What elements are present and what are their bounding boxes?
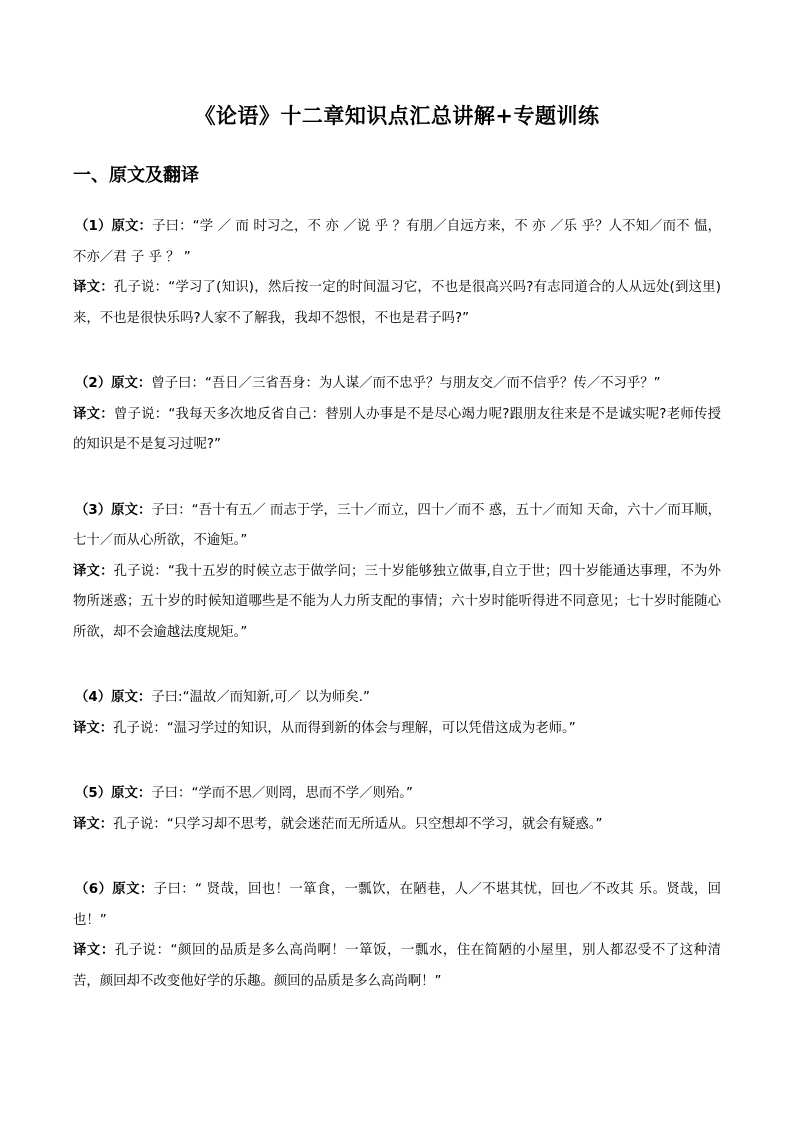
translation-text: 孔子说：“我十五岁的时候立志于做学问；三十岁能够独立做事,自立于世；四十岁能通达事理，不为外物所迷惑；五十岁的时候知道哪些是不能为人力所支配的事情；六十岁时能听得进不同意见；七十岁时能随心所欲，却不会逾越法度规矩。” (73, 563, 721, 640)
list-item (73, 369, 721, 461)
original-label: 原文： (111, 502, 152, 518)
entry-list (73, 212, 721, 1032)
original-paragraph (73, 875, 721, 936)
original-paragraph (73, 496, 721, 557)
translation-paragraph (73, 936, 721, 997)
translation-text: 孔子说：“学习了(知识)，然后按一定的时间温习它，不也是很高兴吗?有志同道合的人从远处(到这里)来，不也是很快乐吗?人家不了解我，我却不怨恨，不也是君子吗?” (73, 280, 721, 326)
original-text: 子曰：“ 贤哉，回也！一箪食，一瓢饮，在陋巷，人／不堪其忧，回也／不改其 乐。贤哉，回也！” (73, 882, 722, 928)
entry-number: （6） (75, 882, 113, 897)
translation-paragraph (73, 557, 721, 649)
original-label: 原文： (111, 690, 152, 705)
list-item (73, 496, 721, 649)
original-text: 曾子曰：“吾日／三省吾身：为人谋／而不忠乎？与朋友交／而不信乎？传／不习乎？” (151, 376, 661, 391)
translation-label: 译文： (73, 943, 115, 958)
entry-number: （1） (75, 219, 112, 234)
translation-label: 译文： (73, 563, 114, 579)
original-paragraph (73, 683, 721, 714)
entry-number: （4） (75, 690, 112, 705)
original-text: 子曰：“学 ／ 而 时习之，不 亦 ／说 乎 ？有朋／自远方来，不 亦 ／乐 乎？人不知／而不 愠，不亦／君 子 乎 ？ ” (73, 219, 721, 265)
original-paragraph (73, 212, 721, 273)
original-text: 子曰：“学而不思／则罔，思而不学／则殆。” (151, 786, 413, 801)
translation-paragraph (73, 810, 721, 841)
translation-paragraph (73, 714, 721, 745)
translation-label: 译文： (73, 816, 114, 832)
entry-number: （3） (75, 502, 112, 518)
original-label: 原文： (111, 376, 152, 391)
translation-paragraph (73, 400, 721, 461)
translation-text: 孔子说：“颜回的品质是多么高尚啊！一箪饭，一瓢水，住在简陋的小屋里，别人都忍受不了这种清苦，颜回却不改变他好学的乐趣。颜回的品质是多么高尚啊！” (73, 943, 722, 989)
section-heading: 一、原文及翻译 (73, 165, 199, 186)
page-title: 《论语》十二章知识点汇总讲解+专题训练 (194, 103, 600, 128)
list-item (73, 683, 721, 744)
list-item (73, 212, 721, 334)
translation-paragraph (73, 273, 721, 334)
translation-label: 译文： (73, 280, 114, 295)
translation-text: 曾子说：“我每天多次地反省自己：替别人办事是不是尽心竭力呢?跟朋友往来是不是诚实呢?老师传授的知识是不是复习过呢?” (73, 406, 721, 452)
list-item (73, 779, 721, 840)
original-label: 原文： (112, 882, 154, 897)
original-text: 子曰：“吾十有五／ 而志于学，三十／而立，四十／而不 惑，五十／而知 天命，六十／而耳顺，七十／而从心所欲，不逾矩。” (73, 502, 721, 548)
original-paragraph (73, 369, 721, 400)
translation-label: 译文： (73, 720, 114, 736)
entry-number: （5） (75, 786, 112, 801)
original-paragraph (73, 779, 721, 810)
entry-number: （2） (75, 376, 112, 391)
original-label: 原文： (111, 219, 153, 234)
translation-text: 孔子说：“只学习却不思考，就会迷茫而无所适从。只空想却不学习，就会有疑惑。” (113, 816, 603, 832)
original-text: 子曰:“温故／而知新,可／ 以为师矣.” (151, 690, 370, 705)
translation-label: 译文： (73, 406, 114, 422)
translation-text: 孔子说：“温习学过的知识，从而得到新的体会与理解，可以凭借这成为老师。” (113, 720, 576, 736)
original-label: 原文： (111, 786, 152, 801)
list-item (73, 875, 721, 997)
